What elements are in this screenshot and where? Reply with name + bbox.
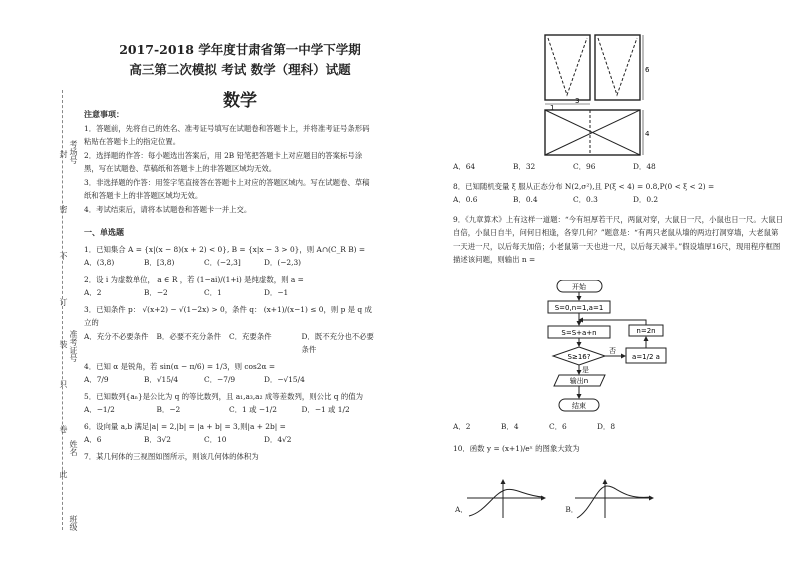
option: C．充要条件 <box>229 331 272 341</box>
option: B．√15/4 <box>144 375 179 384</box>
q9-option: A．2 <box>453 422 471 431</box>
note-item: 2．选择题的作答：每小题选出答案后，用 2B 铅笔把答题卡上对应题目的答案标号涂黑，写在试题卷、草稿纸和答题卡上的非答题区域均无效。 <box>84 150 363 173</box>
option: D．(−2,3) <box>264 258 302 267</box>
section-heading: 一、单选题 <box>84 227 124 237</box>
margin-label-not: 不 <box>59 252 68 260</box>
option: C．1 或 −1/2 <box>229 405 277 414</box>
margin-label-this: 此 <box>59 470 68 478</box>
q10-stem: 10．函数 y = (x+1)/eˣ 的图象大致为 <box>453 443 580 453</box>
field-ticket-number: 准考证号 <box>69 330 78 362</box>
note-item: 1．答题前，先将自己的姓名、准考证号填写在试题卷和答题卡上，并将准考证号条形码粘贴在答题卡上的指定位置。 <box>84 123 370 146</box>
question-stem: 7．某几何体的三视图如图所示，则该几何体的体积为 <box>84 451 259 461</box>
option: D．既不充分也不必要条件 <box>301 331 374 354</box>
q9-options <box>453 420 783 434</box>
option: D．−1 <box>264 288 289 297</box>
question-options <box>84 256 374 270</box>
q7-options <box>453 160 783 174</box>
question-stem: 5．已知数列{aₙ}是公比为 q 的等比数列，且 a₁,a₃,a₂ 成等差数列，则公比 q 的值为 <box>84 391 364 401</box>
q7-option: C．96 <box>573 162 596 171</box>
q8-option: D．0.2 <box>633 195 659 204</box>
option: B．−2 <box>144 288 168 297</box>
front-view <box>545 35 590 100</box>
left-column <box>84 108 374 463</box>
field-exam-room: 考场号 <box>69 140 78 164</box>
option: C．−7/9 <box>204 375 236 384</box>
option: C．10 <box>204 435 227 444</box>
q7-option: D．48 <box>633 162 656 171</box>
margin-label-seal: 封 <box>59 150 68 158</box>
q9-option: D．8 <box>597 422 616 431</box>
q10-option-b: B． <box>565 505 579 514</box>
q10-option-a: A． <box>455 505 468 514</box>
option: B．−2 <box>156 405 181 414</box>
dim-label-4: 4 <box>645 130 650 138</box>
q8-option: A．0.6 <box>453 195 478 204</box>
note-item: 4．考试结束后，请将本试题卷和答题卡一并上交。 <box>84 204 252 214</box>
q9-stem: 9．《九章算术》上有这样一道题：“今有垣厚若干尺，两鼠对穿，大鼠日一尺，小鼠也日一尺。大鼠日自倍，小鼠日自半，问何日相逢，各穿几何？”题意是：“有两只老鼠从墙的两边打洞穿墙，大老鼠第一天进一尺，以后每天加倍；小老鼠第一天也进一尺，以后每天减半。”假设墙厚16尺，现用程序框图描述该问题，则输出 n = <box>453 214 783 264</box>
flow-step: S=S+a+n <box>561 329 597 337</box>
option: B．[3,8) <box>144 258 175 267</box>
question-stem: 6．设向量 a,b 满足|a| = 2,|b| = |a + b| = 3,则|a + 2b| = <box>84 421 286 431</box>
q8-options <box>453 193 783 207</box>
dim-label-3: 3 <box>575 97 580 105</box>
side-view-dashed <box>598 38 637 95</box>
exam-title-line1: 2017-2018 学年度甘肃省第一中学下学期 <box>119 42 361 57</box>
flow-start: 开始 <box>572 283 586 291</box>
binding-margin <box>0 0 78 561</box>
question-options <box>84 373 374 387</box>
question-stem: 3．已知条件 p： √(x+2) − √(1−2x) > 0，条件 q： (x+1)/(x−1) ≤ 0，则 p 是 q 成立的 <box>84 304 372 327</box>
option: D．−1 或 1/2 <box>301 405 350 414</box>
option: A．充分不必要条件 <box>84 331 149 341</box>
option: A．−1/2 <box>84 405 115 414</box>
three-view-figure <box>540 30 650 160</box>
flow-condition: S≥16? <box>567 353 591 361</box>
question-stem: 2．设 i 为虚数单位， a ∈ R ，若 (1−ai)/(1+i) 是纯虚数，则 a = <box>84 274 304 284</box>
field-name: 姓名 <box>69 440 78 456</box>
margin-label-bind: 订 <box>59 298 68 306</box>
dim-label-6: 6 <box>645 66 650 74</box>
side-view <box>595 35 640 100</box>
notes-title: 注意事项： <box>84 109 124 119</box>
option: A．2 <box>84 288 102 297</box>
flow-output: 输出n <box>569 377 589 385</box>
question-stem: 4．已知 α 是锐角，若 sin(α − π/6) = 1/3，则 cos2α = <box>84 361 276 371</box>
exam-title-line2: 高三第二次模拟 考试 数学（理科）试题 <box>129 62 351 77</box>
q8-option: C．0.3 <box>573 195 598 204</box>
question-options <box>84 433 374 447</box>
right-column <box>453 160 783 267</box>
q10-options <box>455 503 655 517</box>
option: A．(3,8) <box>84 258 115 267</box>
margin-label-only: 只 <box>59 380 68 388</box>
field-class: 班级 <box>69 515 78 531</box>
margin-label-secret: 密 <box>59 205 68 213</box>
option: B．3√2 <box>144 435 171 444</box>
q9-option: B．4 <box>501 422 519 431</box>
dim-label-1: 1 <box>550 104 555 112</box>
flow-yes-label: 是 <box>582 366 589 374</box>
option: D．−√15/4 <box>264 375 305 384</box>
front-view-dashed <box>548 38 587 95</box>
q7-option: A．64 <box>453 162 476 171</box>
q9-option: C．6 <box>549 422 567 431</box>
option: C．1 <box>204 288 222 297</box>
question-stem: 1．已知集合 A = {x|(x − 8)(x + 2) < 0}, B = {x|x − 3 > 0}，则 A∩(C_R B) = <box>84 244 366 254</box>
note-item: 3．非选择题的作答：用签字笔直接答在答题卡上对应的答题区域内。写在试题卷、草稿纸和答题卡上的非答题区域均无效。 <box>84 177 370 200</box>
margin-label-pack: 装 <box>59 340 68 348</box>
q8-stem: 8．已知随机变量 ξ 服从正态分布 N(2,σ²),且 P(ξ < 4) = 0.8,P(0 < ξ < 2) = <box>453 181 715 191</box>
flow-end: 结束 <box>572 402 586 410</box>
question-options <box>84 330 374 357</box>
option: A．6 <box>84 435 102 444</box>
flowchart <box>545 280 675 415</box>
margin-label-volume: 卷 <box>59 425 68 433</box>
option: C．(−2,3] <box>204 258 241 267</box>
subject-title: 数学 <box>223 91 257 111</box>
option: D．4√2 <box>264 435 292 444</box>
flow-no-label: 否 <box>609 347 616 355</box>
q8-option: B．0.4 <box>513 195 538 204</box>
q7-option: B．32 <box>513 162 536 171</box>
option: B．必要不充分条件 <box>156 331 222 341</box>
question-options <box>84 403 374 417</box>
flow-update-n: n=2n <box>636 327 656 335</box>
option: A．7/9 <box>84 375 109 384</box>
flow-update-a: a=1/2 a <box>632 353 660 361</box>
question-options <box>84 286 374 300</box>
flow-init: S=0,n=1,a=1 <box>554 304 604 312</box>
right-column-bottom <box>453 420 783 455</box>
question-list <box>84 243 374 464</box>
